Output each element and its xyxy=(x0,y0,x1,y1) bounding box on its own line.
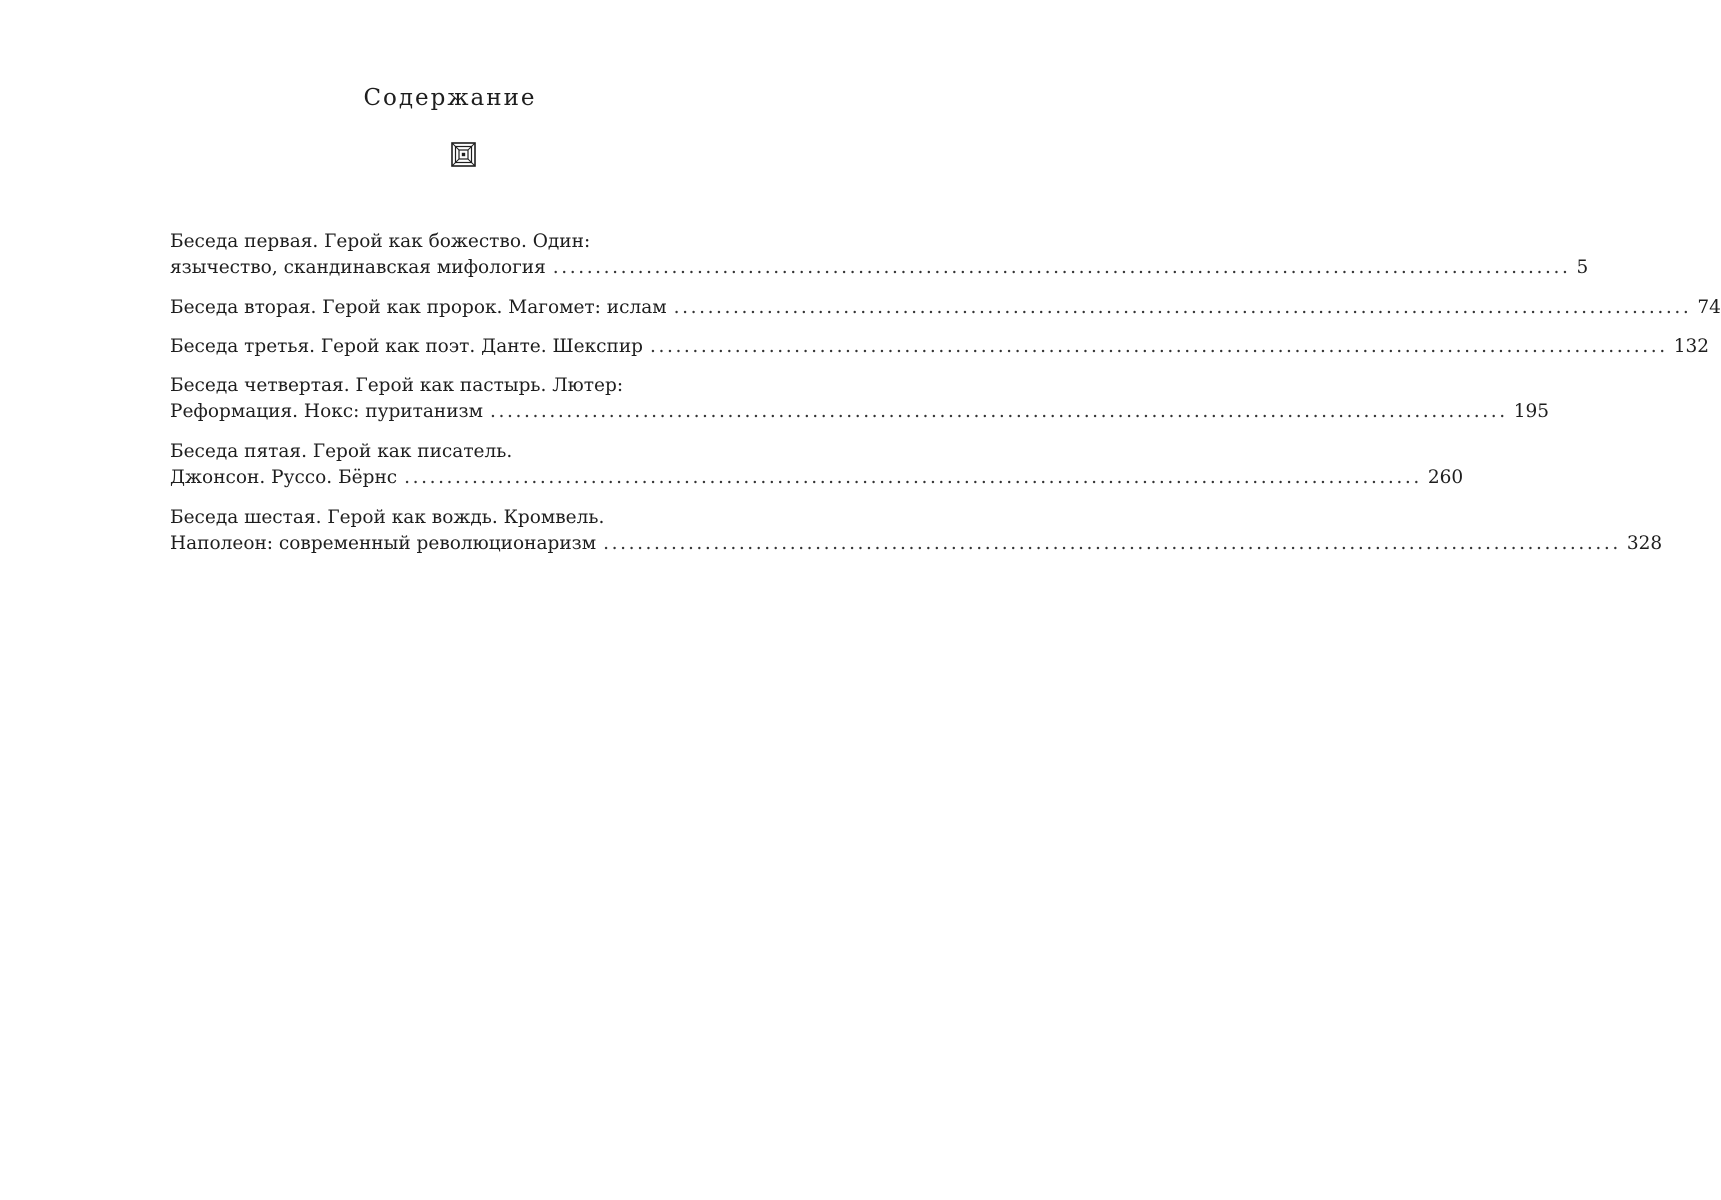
dot-leader: ........................................................................................................................ xyxy=(552,257,1571,278)
toc-entry-text: Беседа третья. Герой как поэт. Данте. Шекспир xyxy=(170,336,643,357)
toc-page-number: 328 xyxy=(1626,533,1663,554)
toc-entry-2[interactable] xyxy=(170,295,1721,321)
nested-squares-ornament-icon xyxy=(451,142,476,167)
dot-leader: ........................................................................................................................ xyxy=(650,336,1668,357)
page-title: Содержание xyxy=(363,85,537,111)
toc-page-number: 260 xyxy=(1427,467,1464,488)
toc-entry-1[interactable] xyxy=(170,229,1589,281)
toc-entry-text: Реформация. Нокс: пуританизм xyxy=(170,401,484,422)
toc-entry-text: Беседа пятая. Герой как писатель. xyxy=(170,441,513,462)
toc-page-number: 195 xyxy=(1513,401,1550,422)
toc-entry-text: Беседа шестая. Герой как вождь. Кромвель. xyxy=(170,507,605,528)
toc-entry-3[interactable] xyxy=(170,334,1709,360)
toc-entry-text: язычество, скандинавская мифология xyxy=(170,257,546,278)
table-of-contents xyxy=(170,229,1721,571)
toc-entry-text: Наполеон: современный революционаризм xyxy=(170,533,597,554)
toc-entry-5[interactable] xyxy=(170,439,1464,491)
toc-page-number: 132 xyxy=(1673,336,1709,357)
toc-entry-6[interactable] xyxy=(170,505,1663,557)
toc-entry-last-line xyxy=(170,255,1589,281)
toc-entry-text: Беседа четвертая. Герой как пастырь. Лютер: xyxy=(170,375,624,396)
toc-page-number: 5 xyxy=(1576,257,1589,278)
toc-entry-text: Джонсон. Руссо. Бёрнс xyxy=(170,467,398,488)
dot-leader: ........................................................................................................................ xyxy=(490,401,1508,422)
dot-leader: ........................................................................................................................ xyxy=(603,533,1621,554)
toc-entry-last-line xyxy=(170,399,1550,425)
toc-entry-text: Беседа первая. Герой как божество. Один: xyxy=(170,231,591,252)
dot-leader: ........................................................................................................................ xyxy=(404,467,1422,488)
toc-page-number: 74 xyxy=(1697,297,1721,318)
toc-entry-4[interactable] xyxy=(170,373,1550,425)
toc-entry-text: Беседа вторая. Герой как пророк. Магомет: ислам xyxy=(170,297,667,318)
toc-entry-last-line xyxy=(170,531,1663,557)
toc-entry-last-line xyxy=(170,465,1464,491)
toc-entry-last-line xyxy=(170,295,1721,321)
toc-entry-last-line xyxy=(170,334,1709,360)
dot-leader: ........................................................................................................................ xyxy=(673,297,1692,318)
